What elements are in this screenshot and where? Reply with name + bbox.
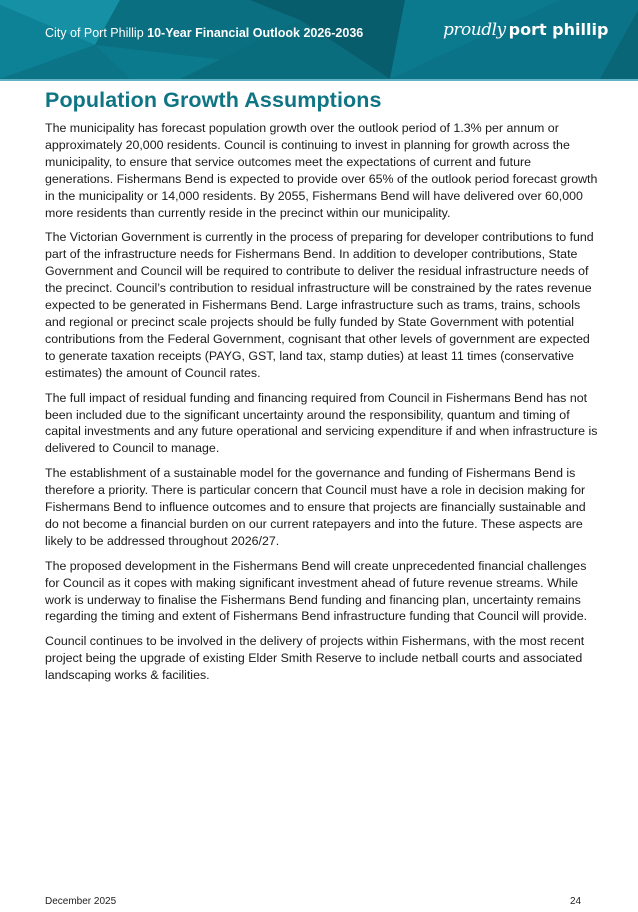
document-title: 10-Year Financial Outlook 2026-2036	[147, 26, 364, 40]
paragraph-financial-challenges: The proposed development in the Fishermans Bend will create unprecedented financial challenges for Council as it copes with making significant investment ahead of future revenue streams. While work is underway to finalise the Fishermans Bend funding and financing plan, uncertainty remains regarding the timing and extent of Fishermans Bend infrastructure funding that Council will provide.	[45, 558, 588, 624]
page-header-band	[0, 0, 638, 79]
paragraph-elder-smith-reserve: Council continues to be involved in the delivery of projects within Fishermans, with the most recent project being the upgrade of existing Elder Smith Reserve to include netball courts and associated landscaping works & facilities.	[45, 634, 585, 683]
document-header-title	[45, 26, 363, 40]
logo-script-text: proudly	[443, 20, 506, 40]
main-content	[45, 88, 600, 692]
paragraph-developer-contributions: The Victorian Government is currently in the process of preparing for developer contributions to fund part of the infrastructure needs for Fishermans Bend. In addition to developer contributions, State Government and Council will be required to contribute to deliver the residual infrastructure needs of the precinct. Council’s contribution to residual infrastructure will be constrained by the rates revenue expected to be generated in Fishermans Bend. Large infrastructure such as trams, trains, schools and regional or precinct scale projects should be fully funded by State Government with potential contributions from the Federal Government, cognisant that other levels of government are expected to generate taxation receipts (PAYG, GST, land tax, stamp duties) at least 11 times (conservative estimates) the amount of Council rates.	[45, 230, 594, 380]
page-number: 24	[570, 896, 582, 907]
proudly-port-phillip-logo	[443, 20, 608, 40]
header-divider	[0, 79, 638, 81]
logo-bold-text: port phillip	[508, 20, 609, 39]
org-name: City of Port Phillip	[45, 26, 144, 40]
paragraph-population-growth: The municipality has forecast population growth over the outlook period of 1.3% per annum or approximately 20,000 residents. Council is continuing to invest in planning for growth across the municipality, to ensure that service outcomes meet the expectations of current and future generations. Fishermans Bend is expected to provide over 65% of the outlook period forecast growth in the municipality or 14,000 residents. By 2055, Fishermans Bend will have delivered over 60,000 more residents than currently reside in the precinct within our municipality.	[45, 121, 598, 220]
paragraph-governance-model: The establishment of a sustainable model for the governance and funding of Fishermans Bend is therefore a priority. There is particular concern that Council must have a role in decision making for Fishermans Bend to influence outcomes and to ensure that projects are financially sustainable and do not become a financial burden on our current ratepayers and into the future. These aspects are likely to be addressed throughout 2026/27.	[45, 466, 586, 548]
paragraph-residual-funding: The full impact of residual funding and financing required from Council in Fishermans Bend has not been included due to the significant uncertainty around the responsibility, quantum and timing of capital investments and any future operational and servicing expenditure if and when infrastructure is delivered to Council to manage.	[45, 390, 598, 456]
footer-date: December 2025	[45, 896, 117, 907]
section-heading: Population Growth Assumptions	[45, 88, 382, 112]
